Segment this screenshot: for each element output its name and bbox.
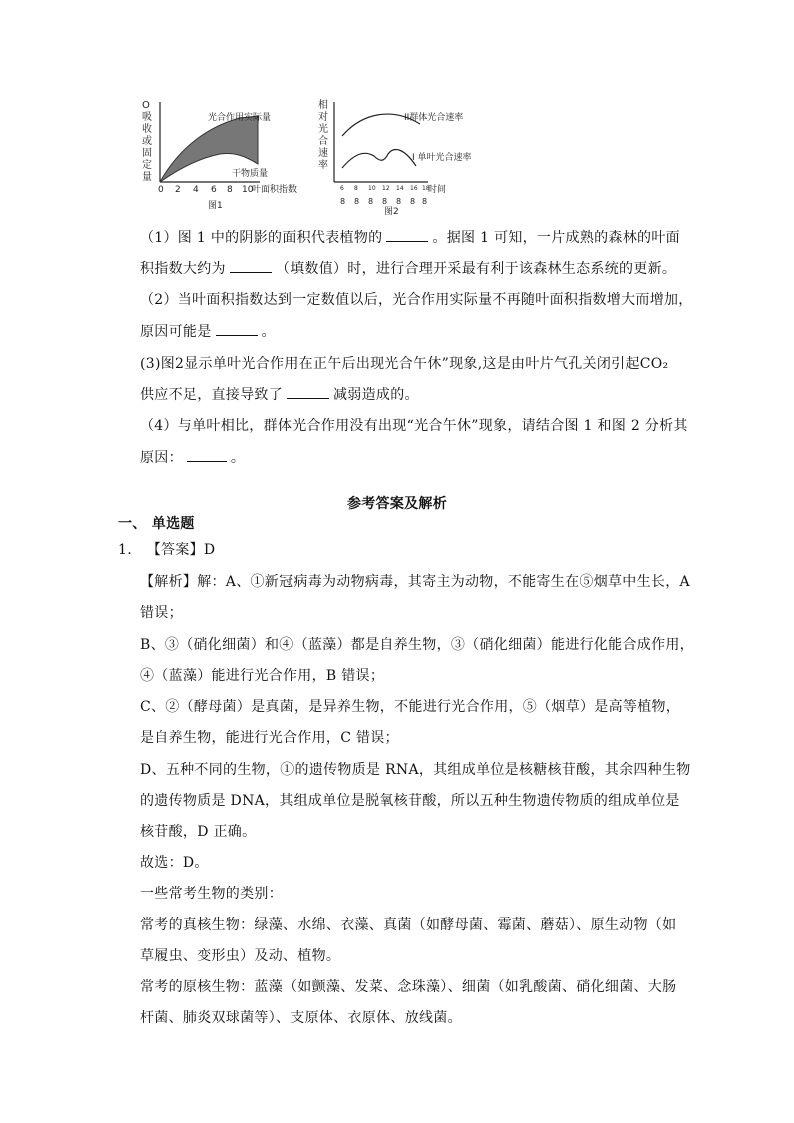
fig2-x-ticks-bottom bbox=[340, 197, 427, 206]
question-3-line-2 bbox=[140, 385, 419, 405]
figure-1-leaf-area-chart bbox=[140, 96, 300, 214]
fig2-y-char: 率 bbox=[318, 160, 328, 171]
figure-2-photosynthesis-rate-chart bbox=[316, 96, 506, 218]
explanation-line: 的遗传物质是 DNA，其组成单位是脱氧核苷酸，所以五种生物遗传物质的组成单位是 bbox=[140, 793, 680, 809]
question-1-line-1 bbox=[140, 228, 680, 248]
question-4-line-1: （4）与单叶相比，群体光合作用没有出现“光合午休”现象，请结合图 1 和图 2 分析其 bbox=[140, 418, 688, 434]
fig2-x-axis-label: 时间 bbox=[428, 185, 447, 195]
fig1-x-tick: 0 bbox=[158, 185, 164, 195]
q1-text-a: （1）图 1 中的阴影的面积代表植物的 bbox=[140, 230, 383, 246]
fig2-x-tick: 12 bbox=[382, 185, 390, 192]
q1-text-c: 积指数大约为 bbox=[140, 261, 226, 277]
fig2-curve-single-leaf bbox=[342, 150, 416, 168]
question-4-line-2 bbox=[140, 448, 245, 468]
q3-text-a: 供应不足，直接导致了 bbox=[140, 387, 283, 403]
fig1-x-tick: 8 bbox=[227, 185, 233, 195]
fig1-x-tick: 4 bbox=[193, 185, 199, 195]
fig2-x-tick: 8 bbox=[368, 197, 374, 206]
explanation-line: 故选：D。 bbox=[140, 855, 209, 871]
answer-label: 【答案】D bbox=[146, 542, 216, 558]
question-2-line-1: （2）当叶面积指数达到一定数值以后，光合作用实际量不再随叶面积指数增大而增加， bbox=[140, 292, 693, 308]
answers-heading: 参考答案及解析 bbox=[346, 496, 448, 512]
fig1-x-axis-label: 叶面积指数 bbox=[252, 185, 298, 195]
explanation-line: ④（蓝藻）能进行光合作用，B 错误； bbox=[140, 668, 385, 684]
fig2-x-ticks-top bbox=[340, 185, 430, 192]
fig2-x-tick: 8 bbox=[410, 197, 416, 206]
q4-text-a: 原因： bbox=[140, 450, 183, 466]
fig2-y-char: 相 bbox=[318, 100, 328, 111]
q1-text-d: （填数值）时，进行合理开采最有利于该森林生态系统的更新。 bbox=[275, 261, 677, 277]
explanation-line: 是自养生物，能进行光合作用，C 错误； bbox=[140, 730, 399, 746]
fig2-caption: 图2 bbox=[384, 207, 399, 217]
figure-2-y-label bbox=[318, 98, 328, 171]
fig1-y-char: 量 bbox=[142, 172, 152, 183]
explanation-line: 错误； bbox=[140, 605, 183, 621]
answer-item-1 bbox=[118, 540, 215, 560]
fig1-y-char: 定 bbox=[142, 160, 152, 171]
explanation-line: C、②（酵母菌）是真菌，是异养生物，不能进行光合作用，⑤（烟草）是高等植物， bbox=[140, 699, 681, 715]
question-3-line-1: (3)图2显示单叶光合作用在正午后出现光合午休”现象,这是由叶片气孔关闭引起CO₂ bbox=[140, 356, 669, 372]
fig1-x-ticks bbox=[158, 185, 254, 195]
question-1-line-2 bbox=[140, 259, 676, 279]
fig1-y-char: O bbox=[142, 100, 150, 111]
fig2-x-tick: 14 bbox=[396, 185, 404, 192]
explanation-line: 常考的原核生物：蓝藻（如颤藻、发菜、念珠藻）、细菌（如乳酸菌、硝化细菌、大肠 bbox=[140, 979, 677, 995]
fig1-x-tick: 6 bbox=[211, 185, 217, 195]
fig2-y-char: 对 bbox=[318, 112, 328, 123]
q3-text-b: 减弱造成的。 bbox=[333, 387, 419, 403]
explanation-line: 核苷酸，D 正确。 bbox=[140, 824, 257, 840]
q2-text-b: 。 bbox=[261, 324, 276, 340]
explanation-line: 草履虫、变形虫）及动、植物。 bbox=[140, 948, 341, 964]
fig1-caption: 图1 bbox=[208, 201, 223, 211]
fig2-bottom-curve-label: I 单叶光合速率 bbox=[412, 153, 472, 163]
figure-1-y-label bbox=[142, 100, 152, 183]
q4-answer-blank[interactable] bbox=[187, 449, 227, 462]
fig2-x-tick: 6 bbox=[340, 185, 344, 192]
fig1-x-tick: 2 bbox=[175, 185, 181, 195]
fig2-x-tick: 8 bbox=[422, 197, 428, 206]
fig1-y-char: 吸 bbox=[142, 112, 152, 123]
fig1-x-tick: 10 bbox=[242, 185, 254, 195]
q2-answer-blank[interactable] bbox=[216, 323, 258, 336]
fig2-y-char: 合 bbox=[318, 136, 328, 147]
fig2-x-tick: 10 bbox=[368, 185, 376, 192]
fig1-y-char: 固 bbox=[142, 148, 152, 159]
q4-text-b: 。 bbox=[230, 450, 246, 466]
explanation-line: 一些常考生物的类别： bbox=[140, 886, 283, 902]
question-2-line-2 bbox=[140, 322, 276, 342]
fig2-x-tick: 8 bbox=[382, 197, 388, 206]
fig2-x-tick: 8 bbox=[354, 197, 360, 206]
fig1-y-char: 收 bbox=[142, 124, 152, 135]
fig2-top-curve-label: II群体光合速率 bbox=[404, 113, 464, 123]
explanation-line: 杆菌、肺炎双球菌等）、支原体、衣原体、放线菌。 bbox=[140, 1010, 462, 1026]
fig1-y-char: 或 bbox=[142, 136, 152, 147]
explanation-line: D、五种不同的生物，①的遗传物质是 RNA，其组成单位是核糖核苷酸，其余四种生物 bbox=[140, 762, 691, 778]
item-number: 1. bbox=[118, 542, 132, 558]
fig2-x-tick: 8 bbox=[354, 185, 358, 192]
fig1-top-curve-label: 光合作用实际量 bbox=[208, 113, 272, 123]
explanation-line: 常考的真核生物：绿藻、水绵、衣藻、真菌（如酵母菌、霉菌、蘑菇）、原生动物（如 bbox=[140, 917, 677, 933]
explanation-line: B、③（硝化细菌）和④（蓝藻）都是自养生物，③（硝化细菌）能进行化能合成作用， bbox=[140, 637, 694, 653]
fig2-x-tick: 18 bbox=[422, 185, 430, 192]
fig2-y-char: 速 bbox=[318, 148, 328, 159]
section-heading: 一、 单选题 bbox=[118, 516, 195, 532]
q1-text-b: 。据图 1 可知，一片成熟的森林的叶面 bbox=[432, 230, 680, 246]
fig2-x-tick: 16 bbox=[410, 185, 418, 192]
q2-text-a: 原因可能是 bbox=[140, 324, 212, 340]
q1-answer-blank-2[interactable] bbox=[230, 260, 272, 273]
fig2-y-char: 光 bbox=[318, 124, 328, 135]
fig1-bottom-curve-label: 干物质量 bbox=[232, 169, 269, 179]
q1-answer-blank-1[interactable] bbox=[386, 229, 428, 242]
fig2-x-tick: 8 bbox=[340, 197, 346, 206]
explanation-line: 【解析】解：A、①新冠病毒为动物病毒，其寄主为动物，不能寄生在⑤烟草中生长，A bbox=[140, 574, 690, 590]
fig2-x-tick: 8 bbox=[396, 197, 402, 206]
q3-answer-blank[interactable] bbox=[287, 386, 329, 399]
